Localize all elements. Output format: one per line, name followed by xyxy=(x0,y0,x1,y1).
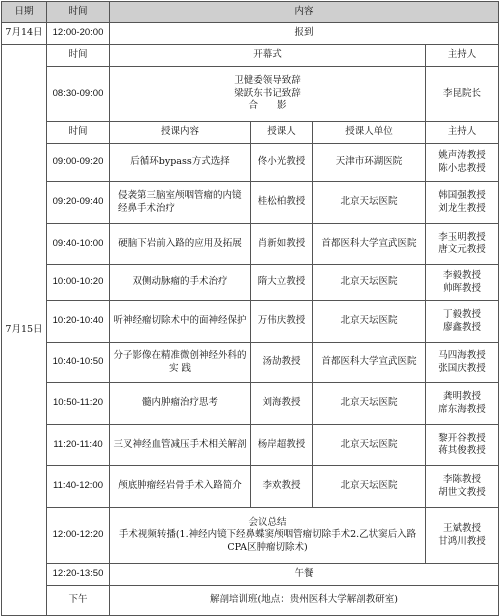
opening-line: 梁跃东书记致辞 xyxy=(234,87,301,99)
day1-row xyxy=(2,23,499,45)
lecture-topic: 三叉神经血管减压手术相关解剖 xyxy=(110,425,251,466)
opening-line: 卫健委领导致辞 xyxy=(234,75,301,87)
host-name: 李玉明教授 xyxy=(438,231,486,243)
host-name: 廖鑫教授 xyxy=(443,321,482,333)
summary-line: 会议总结 xyxy=(248,516,287,528)
lecture-topic: 硬脑下岩前入路的应用及拓展 xyxy=(110,224,251,265)
lecture-hosts xyxy=(426,343,499,383)
date-header: 日期 xyxy=(2,2,47,23)
lecture-row xyxy=(2,144,499,182)
host-name: 唐文元教授 xyxy=(438,244,486,255)
lecture-unit: 天津市环湖医院 xyxy=(313,144,426,182)
host-name: 丁毅教授 xyxy=(443,309,482,321)
lecture-unit: 北京天坛医院 xyxy=(313,425,426,466)
lecture-time: 11:20-11:40 xyxy=(47,425,110,466)
lecture-row xyxy=(2,265,499,301)
host-name: 王斌教授 xyxy=(443,523,482,535)
summary-content xyxy=(110,508,426,564)
lecture-topic: 分子影像在精准微创神经外科的实 践 xyxy=(110,343,251,383)
lecture-unit: 北京天坛医院 xyxy=(313,466,426,508)
summary-line: 手术视频转播(1.神经内镜下经鼻蝶窦颅咽管瘤切除手术2.乙状窦后入路 xyxy=(118,529,417,541)
host-name: 李陈教授 xyxy=(443,474,482,486)
lecture-speaker-header: 授课人 xyxy=(251,122,313,144)
lecture-unit-header: 授课人单位 xyxy=(313,122,426,144)
lecture-topic: 侵袭第三脑室颅咽管瘤的内镜经鼻手术治疗 xyxy=(110,182,251,224)
lecture-topic-header: 授课内容 xyxy=(110,122,251,144)
lecture-unit: 首都医科大学宣武医院 xyxy=(313,224,426,265)
lecture-time-header: 时间 xyxy=(47,122,110,144)
table-header-row xyxy=(2,2,499,23)
lecture-row xyxy=(2,301,499,343)
host-name: 姚声涛教授 xyxy=(438,150,486,162)
lecture-hosts xyxy=(426,144,499,182)
lecture-host-header: 主持人 xyxy=(426,122,499,144)
opening-line: 合 影 xyxy=(248,100,287,112)
host-name: 黎开谷教授 xyxy=(438,432,486,444)
lecture-hosts xyxy=(426,224,499,265)
lecture-hosts xyxy=(426,301,499,343)
host-name: 胡世文教授 xyxy=(438,486,486,498)
afternoon-time: 下午 xyxy=(47,586,110,616)
opening-title: 开幕式 xyxy=(110,45,426,67)
lecture-row xyxy=(2,182,499,224)
day1-date: 7月14日 xyxy=(2,23,47,45)
lecture-unit: 北京天坛医院 xyxy=(313,265,426,301)
lecture-unit: 北京天坛医院 xyxy=(313,182,426,224)
lecture-topic: 双侧动脉瘤的手术治疗 xyxy=(110,265,251,301)
lecture-time: 09:20-09:40 xyxy=(47,182,110,224)
host-name: 张国庆教授 xyxy=(438,362,486,374)
lecture-speaker: 万伟庆教授 xyxy=(251,301,313,343)
lecture-speaker: 李欢教授 xyxy=(251,466,313,508)
host-name: 陈小忠教授 xyxy=(438,162,486,174)
day1-time: 12:00-20:00 xyxy=(47,23,110,45)
day2-date: 7月15日 xyxy=(2,45,47,616)
lecture-row xyxy=(2,383,499,425)
host-name: 帅晖教授 xyxy=(443,282,482,294)
lecture-row xyxy=(2,425,499,466)
lunch-time: 12:20-13:50 xyxy=(47,564,110,586)
opening-host-header: 主持人 xyxy=(426,45,499,67)
lecture-hosts xyxy=(426,182,499,224)
opening-content xyxy=(110,67,426,122)
lecture-speaker: 隋大立教授 xyxy=(251,265,313,301)
lunch-row xyxy=(2,564,499,586)
host-name: 席东海教授 xyxy=(438,403,486,415)
lecture-row xyxy=(2,343,499,383)
time-header: 时间 xyxy=(47,2,110,23)
schedule-table xyxy=(1,1,499,616)
summary-hosts xyxy=(426,508,499,564)
lecture-topic: 听神经瘤切除术中的面神经保护 xyxy=(110,301,251,343)
lecture-hosts xyxy=(426,466,499,508)
lecture-hosts xyxy=(426,425,499,466)
host-name: 蒋其俊教授 xyxy=(438,445,486,456)
summary-time: 12:00-12:20 xyxy=(47,508,110,564)
lecture-time: 10:40-10:50 xyxy=(47,343,110,383)
lecture-time: 11:40-12:00 xyxy=(47,466,110,508)
lecture-row xyxy=(2,224,499,265)
lunch-content: 午餐 xyxy=(110,564,499,586)
lecture-speaker: 桂松柏教授 xyxy=(251,182,313,224)
lecture-topic: 颅底肿瘤经岩骨手术入路简介 xyxy=(110,466,251,508)
lecture-row xyxy=(2,466,499,508)
lecture-topic: 髓内肿瘤治疗思考 xyxy=(110,383,251,425)
lecture-time: 09:00-09:20 xyxy=(47,144,110,182)
summary-row xyxy=(2,508,499,564)
opening-row xyxy=(2,67,499,122)
lecture-hosts xyxy=(426,265,499,301)
opening-host: 李昆院长 xyxy=(426,67,499,122)
lecture-speaker: 汤劼教授 xyxy=(251,343,313,383)
lecture-topic: 后循环bypass方式选择 xyxy=(110,144,251,182)
afternoon-row xyxy=(2,586,499,616)
opening-time: 08:30-09:00 xyxy=(47,67,110,122)
summary-line: CPA区肿瘤切除术) xyxy=(227,541,308,553)
content-header: 内容 xyxy=(110,2,499,23)
host-name: 马四海教授 xyxy=(438,350,486,362)
lecture-time: 10:20-10:40 xyxy=(47,301,110,343)
opening-time-header: 时间 xyxy=(47,45,110,67)
host-name: 甘鸿川教授 xyxy=(438,535,486,547)
day1-content: 报到 xyxy=(110,23,499,45)
lecture-speaker: 刘海教授 xyxy=(251,383,313,425)
lecture-unit: 北京天坛医院 xyxy=(313,301,426,343)
host-name: 韩国强教授 xyxy=(438,190,486,202)
host-name: 刘龙生教授 xyxy=(438,202,486,214)
lecture-header-row xyxy=(2,122,499,144)
lecture-time: 10:00-10:20 xyxy=(47,265,110,301)
lecture-time: 10:50-11:20 xyxy=(47,383,110,425)
lecture-speaker: 杨岸超教授 xyxy=(251,425,313,466)
host-name: 龚明教授 xyxy=(443,391,482,403)
host-name: 李毅教授 xyxy=(443,270,482,282)
lecture-speaker: 肖新如教授 xyxy=(251,224,313,265)
lecture-speaker: 佟小光教授 xyxy=(251,144,313,182)
lecture-unit: 北京天坛医院 xyxy=(313,383,426,425)
lecture-time: 09:40-10:00 xyxy=(47,224,110,265)
lecture-unit: 首都医科大学宣武医院 xyxy=(313,343,426,383)
lecture-hosts xyxy=(426,383,499,425)
opening-header-row xyxy=(2,45,499,67)
afternoon-content: 解剖培训班(地点：贵州医科大学解剖教研室) xyxy=(110,586,499,616)
